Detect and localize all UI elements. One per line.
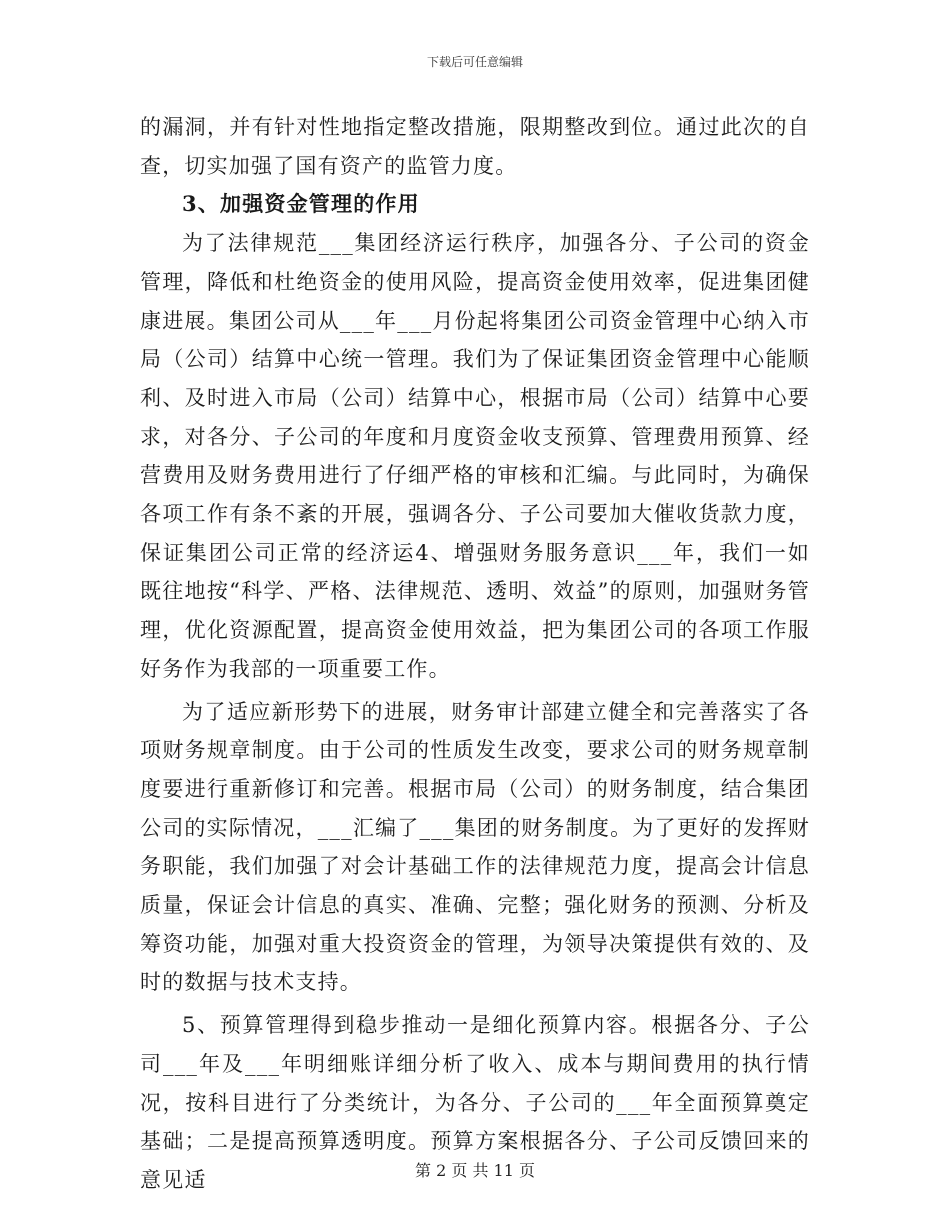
page-number: 第 2 页 共 11 页	[415, 1161, 535, 1180]
paragraph-budget-management: 5、预算管理得到稳步推动一是细化预算内容。根据各分、子公司___年及___年明细账详细分析了收入、成本与期间费用的执行情况，按科目进行了分类统计，为各分、子公司的___年全面预算奠定基础；二是提高预算透明度。预算方案根据各分、子公司反馈回来的意见适	[140, 1013, 810, 1192]
section-heading-3: 3、加强资金管理的作用	[182, 191, 420, 217]
page-header-note: 下载后可任意编辑	[426, 55, 523, 69]
paragraph-fund-management: 为了法律规范___集团经济运行秩序，加强各分、子公司的资金管理，降低和杜绝资金的使用风险，提高资金使用效率，促进集团健康进展。集团公司从___年___月份起将集团公司资金管理中心纳入市局（公司）结算中心统一管理。我们为了保证集团资金管理中心能顺利、及时进入市局（公司）结算中心，根据市局（公司）结算中心要求，对各分、子公司的年度和月度资金收支预算、管理费用预算、经营费用及财务费用进行了仔细严格的审核和汇编。与此同时，为确保各项工作有条不紊的开展，强调各分、子公司要加大催收货款力度，保证集团公司正常的经济运4、增强财务服务意识___年，我们一如既往地按“科学、严格、法律规范、透明、效益”的原则，加强财务管理，优化资源配置，提高资金使用效益，把为集团公司的各项工作服好务作为我部的一项重要工作。	[140, 231, 810, 681]
paragraph-financial-rules: 为了适应新形势下的进展，财务审计部建立健全和完善落实了各项财务规章制度。由于公司的性质发生改变，要求公司的财务规章制度要进行重新修订和完善。根据市局（公司）的财务制度，结合集团公司的实际情况，___汇编了___集团的财务制度。为了更好的发挥财务职能，我们加强了对会计基础工作的法律规范力度，提高会计信息质量，保证会计信息的真实、准确、完整；强化财务的预测、分析及筹资功能，加强对重大投资资金的管理，为领导决策提供有效的、及时的数据与技术支持。	[140, 699, 810, 995]
paragraph-continued: 的漏洞，并有针对性地指定整改措施，限期整改到位。通过此次的自查，切实加强了国有资产的监管力度。	[140, 115, 810, 178]
document-body	[140, 108, 810, 1200]
